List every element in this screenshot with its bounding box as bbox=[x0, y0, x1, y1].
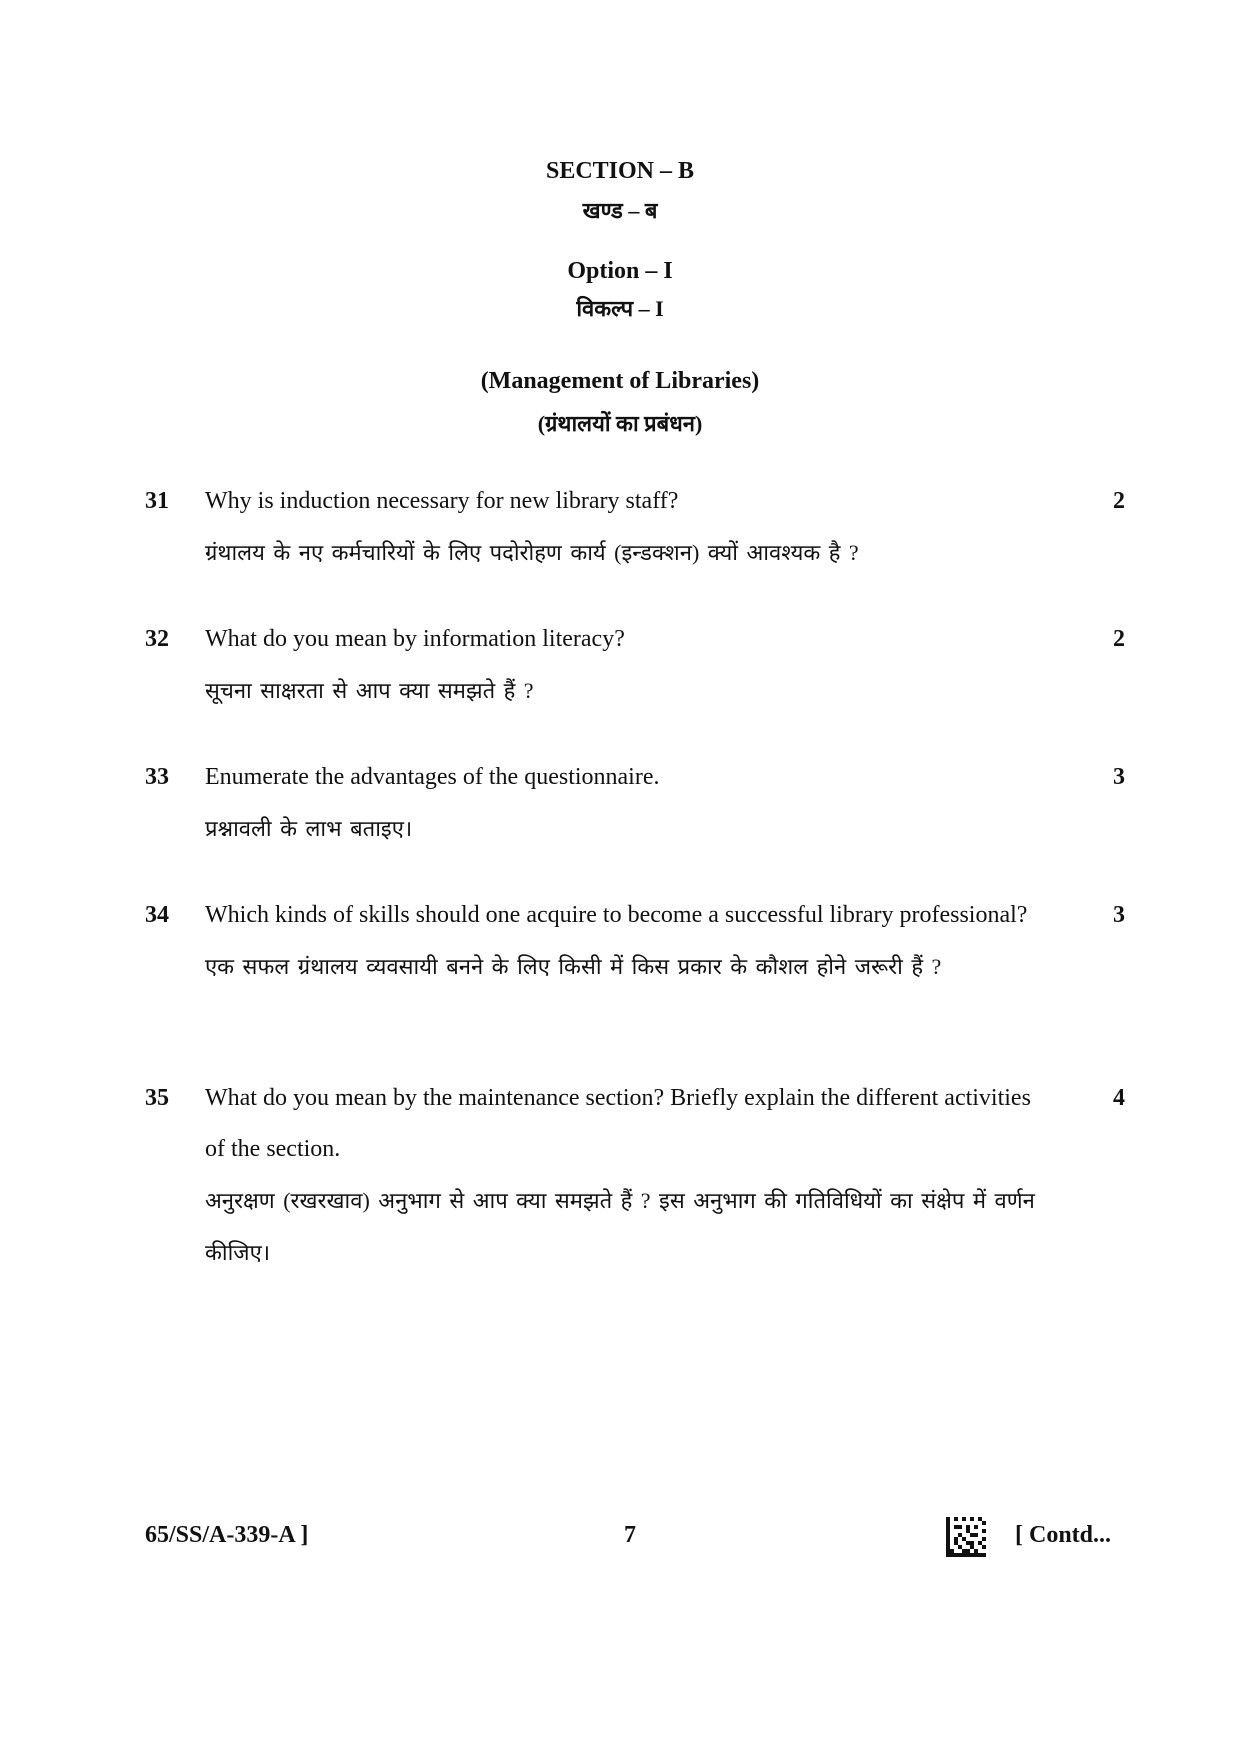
question-text-en: Enumerate the advantages of the questionnaire. bbox=[205, 764, 660, 790]
question-text-hi: प्रश्नावली के लाभ बताइए। bbox=[205, 816, 413, 841]
question-text-en: Why is induction necessary for new library staff? bbox=[205, 488, 679, 514]
question-body bbox=[205, 626, 1055, 717]
question-number: 32 bbox=[145, 626, 169, 652]
continued-label: [ Contd... bbox=[1015, 1522, 1112, 1548]
question-number: 33 bbox=[145, 764, 169, 790]
option-title-hi: विकल्प – I bbox=[576, 296, 664, 321]
option-title-en: Option – I bbox=[567, 258, 673, 284]
question-text-hi: सूचना साक्षरता से आप क्या समझते हैं ? bbox=[205, 678, 534, 703]
question-text-hi: ग्रंथालय के नए कर्मचारियों के लिए पदोरोहण कार्य (इन्डक्शन) क्यों आवश्यक है ? bbox=[205, 540, 859, 565]
question-body bbox=[205, 764, 1055, 855]
question-body bbox=[205, 902, 1055, 993]
question-text-en: Which kinds of skills should one acquire to become a successful library professional? bbox=[205, 902, 1028, 928]
section-title-hi: खण्ड – ब bbox=[582, 198, 658, 223]
section-title-en: SECTION – B bbox=[545, 158, 695, 184]
question-number: 35 bbox=[145, 1085, 169, 1111]
question-marks: 3 bbox=[1113, 902, 1125, 928]
question-number: 31 bbox=[145, 488, 169, 514]
subject-title-hi: (ग्रंथालयों का प्रबंधन) bbox=[537, 411, 703, 436]
question-text-hi: एक सफल ग्रंथालय व्यवसायी बनने के लिए किसी में किस प्रकार के कौशल होने जरूरी हैं ? bbox=[205, 954, 942, 979]
page-number: 7 bbox=[624, 1522, 636, 1548]
question-text-en: What do you mean by information literacy? bbox=[205, 626, 625, 652]
question-marks: 2 bbox=[1113, 488, 1125, 514]
question-text-en: What do you mean by the maintenance section? Briefly explain the different activities of the section. bbox=[205, 1085, 1031, 1162]
question-body bbox=[205, 488, 1055, 579]
question-number: 34 bbox=[145, 902, 169, 928]
question-body bbox=[205, 1085, 1055, 1279]
question-marks: 2 bbox=[1113, 626, 1125, 652]
paper-code: 65/SS/A-339-A ] bbox=[145, 1522, 309, 1548]
question-marks: 3 bbox=[1113, 764, 1125, 790]
question-text-hi: अनुरक्षण (रखरखाव) अनुभाग से आप क्या समझते हैं ? इस अनुभाग की गतिविधियों का संक्षेप में वर्णन कीजिए। bbox=[205, 1188, 1035, 1265]
question-marks: 4 bbox=[1113, 1085, 1125, 1111]
qr-code-icon bbox=[946, 1517, 986, 1557]
subject-title-en: (Management of Libraries) bbox=[480, 368, 760, 394]
